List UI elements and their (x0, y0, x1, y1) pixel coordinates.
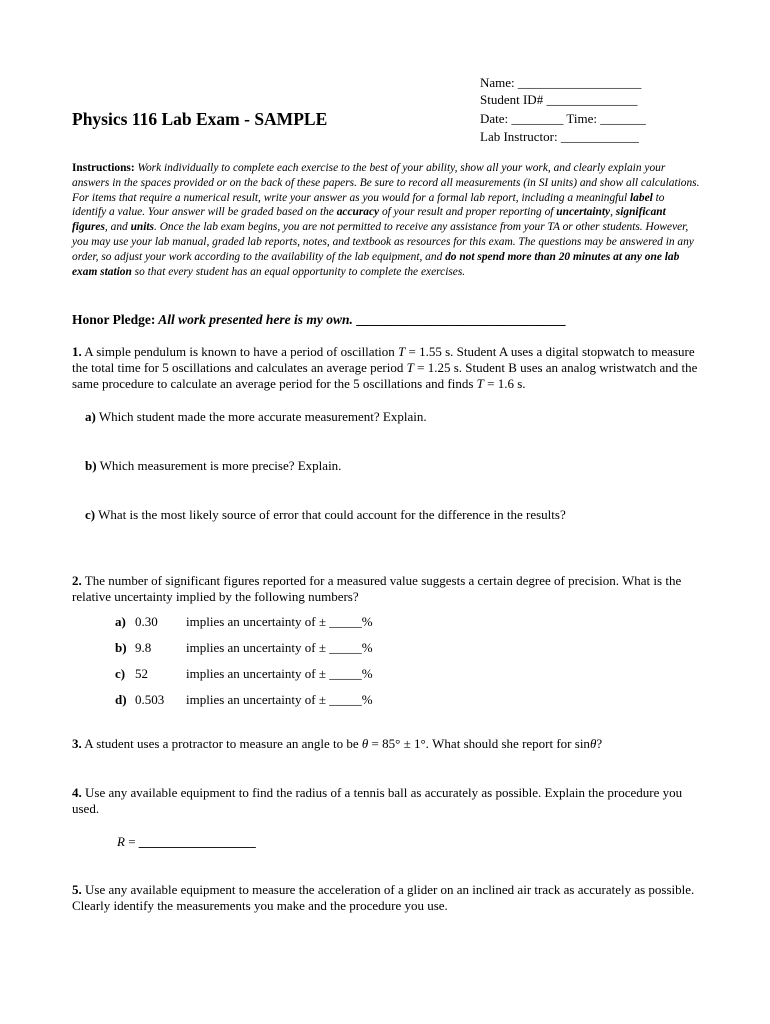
q4-answer-line (117, 834, 256, 850)
q2-row-text: implies an uncertainty of ± _____% (186, 692, 373, 707)
emphasis-units: units (130, 221, 154, 234)
q2-row-value: 0.30 (135, 614, 158, 629)
question-5 (72, 882, 704, 914)
q2-row-label: a) (115, 614, 126, 629)
equals-sign: = (124, 834, 139, 849)
emphasis-time-limit: do not spend more than 20 minutes at any one lab exam station (72, 250, 680, 278)
question-number: 2. (72, 573, 82, 588)
instructions-text: . Once the lab exam begins, you are not permitted to receive any assistance from your TA or other students. However, you may use your lab manual, graded lab reports, notes, and textbook as resources for this exam. The questions may be answered in any order, so adjust your work according to the availability of the lab equipment, and (72, 221, 694, 263)
instructions-text: of your result and proper reporting of (379, 206, 557, 219)
student-id-field-line: Student ID# ______________ (480, 92, 638, 107)
question-number: 3. (72, 736, 82, 751)
question-number: 1. (72, 344, 82, 359)
honor-pledge-label: Honor Pledge: (72, 312, 156, 327)
variable-r: R (117, 834, 125, 849)
q2-row-text: implies an uncertainty of ± _____% (186, 666, 373, 681)
question-number: 5. (72, 882, 82, 897)
instructions-paragraph (72, 161, 700, 279)
emphasis-uncertainty: uncertainty (556, 206, 611, 219)
question-text: A simple pendulum is known to have a period of oscillation (81, 344, 399, 359)
variable-theta: θ (589, 736, 597, 751)
subquestion-text: Which measurement is more precise? Explain. (96, 458, 342, 473)
honor-pledge-signature-line: _______________________________ (352, 312, 566, 327)
question-1b (85, 458, 341, 474)
q2-row-label: b) (115, 640, 127, 655)
subquestion-label: a) (85, 409, 96, 424)
emphasis-significant-figures: significant figures (72, 206, 666, 234)
instructions-text: so that every student has an equal opportunity to complete the exercises. (131, 265, 466, 278)
emphasis-accuracy: accuracy (336, 206, 380, 219)
question-4 (72, 785, 692, 817)
question-1 (72, 344, 704, 393)
question-3 (72, 736, 704, 752)
question-text: A student uses a protractor to measure an angle to be (81, 736, 362, 751)
question-text: ? (596, 736, 603, 751)
q2-row-value: 52 (135, 666, 148, 681)
q2-row-value: 0.503 (135, 692, 165, 707)
question-text: = 1.25 s. Student B uses an analog wristwatch and the same procedure to calculate an average period for the 5 oscillations and finds (72, 360, 698, 392)
subquestion-text: Which student made the more accurate measurement? Explain. (95, 409, 427, 424)
instructions-text: to identify a value. Your answer will be graded based on the (72, 191, 665, 219)
question-text: Use any available equipment to find the radius of a tennis ball as accurately as possible. Explain the procedure you used. (72, 785, 683, 817)
instructions-text: , and (104, 221, 131, 234)
question-text: Use any available equipment to measure the acceleration of a glider on an inclined air track as accurately as possible. Clearly identify the measurements you make and the procedure you use. (72, 882, 695, 914)
variable-theta: θ (361, 736, 369, 751)
instructions-label: Instructions: (72, 162, 135, 174)
variable-t: T (398, 344, 406, 359)
q2-row-label: d) (115, 692, 127, 707)
subquestion-label: c) (85, 507, 96, 522)
variable-t: T (406, 360, 414, 376)
honor-pledge (72, 312, 566, 328)
question-text: The number of significant figures reported for a measured value suggests a certain degree of precision. What is the relative uncertainty implied by the following numbers? (72, 573, 682, 605)
question-text: = 1.55 s. Student A uses a digital stopwatch to measure the total time for 5 oscillations and calculates an average period (72, 344, 695, 376)
subquestion-text: What is the most likely source of error that could account for the difference in the results? (95, 507, 566, 522)
q2-row-text: implies an uncertainty of ± _____% (186, 640, 373, 655)
question-number: 4. (72, 785, 82, 800)
emphasis-label: label (630, 191, 653, 204)
answer-blank: __________________ (138, 834, 256, 849)
q2-row-value: 9.8 (135, 640, 152, 655)
instructions-text: Work individually to complete each exercise to the best of your ability, show all your work, and clearly explain your answers in the spaces provided or on the back of these papers. Be sure to record all measurements (in SI units) and show all calculations. For items that require a numerical result, write your answer as you would for a formal lab report, including a meaningful (72, 162, 700, 204)
question-text: = 85° ± 1°. What should she report for sin (368, 736, 590, 751)
date-time-field-line: Date: ________ Time: _______ (480, 111, 646, 126)
question-2 (72, 573, 704, 605)
q2-row-text: implies an uncertainty of ± _____% (186, 614, 373, 629)
instructions-text: , (610, 206, 616, 219)
variable-t: T (476, 376, 484, 392)
page-title: Physics 116 Lab Exam - SAMPLE (72, 109, 328, 129)
question-text: = 1.6 s. (483, 376, 526, 392)
subquestion-label: b) (85, 458, 97, 473)
lab-instructor-field-line: Lab Instructor: ____________ (480, 129, 639, 144)
honor-pledge-text: All work presented here is my own. (155, 312, 353, 327)
q2-row-label: c) (115, 666, 126, 681)
name-field-line: Name: ___________________ (480, 75, 642, 90)
question-1a (85, 409, 427, 425)
question-1c (85, 507, 566, 523)
